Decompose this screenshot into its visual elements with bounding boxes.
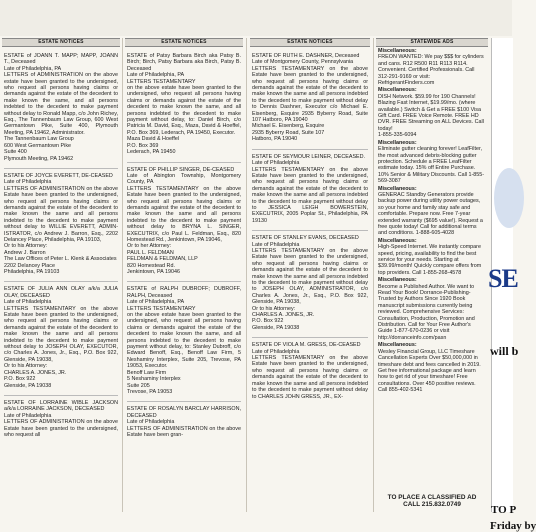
ad-text: DISH Network. $59.99 for 190 Channels! Blazing Fast Internet, $19.99/mo. (where available.) Switch & Get a FREE $100 Visa Gift Card. FREE Voice Remote. FREE HD DVR. FREE Streaming on ALL Devices. Call today! 1-855-335-6094	[378, 93, 484, 139]
ad-text: Become a Published Author. We want to Read Your Book! Dorrance-Publishing-Trusted by Authors Since 1920 Book manuscript submissions currently being reviewed. Comprehensive Services: Consultation, Production, Promotion and Distribution. Call for Your Free Author's Guide 1-877-670-0236 or visit http://dorranceinfo.com/pasn	[378, 283, 475, 341]
estate-notice: ESTATE of Patsy Barbara Birch aka Patsy B. Birch; Birch, Patsy Barbara aka Birch, Patsy B. Deceased Late of Philadelphia, PA LETTERS TESTAMENTARY on the above estate have been granted to the undersigned, who request all persons having claims or demands against the estate of the decedent to make known the same, and all persons indebted to the decedent to make payment without delay, to: Daniel Birch, c/o Patricia M. David, Esq., Maza, David & Hoeffel, P.O. Box 369, Lederach, PA 19450, Executor. Maza David & Hoeffel P.O. Box 369 Lederach, PA 19450	[127, 53, 241, 156]
column-divider	[373, 38, 374, 512]
column-header: ESTATE NOTICES	[250, 38, 370, 47]
classified-ad	[378, 277, 486, 341]
ad-footer-line-1: TO P	[491, 504, 517, 516]
ad-text: Eliminate gutter cleaning forever! LeafFilter, the most advanced debris-blocking gutter protection. Schedule a FREE LeafFilter estimate today. 15% off Entire Purchase. 10% Senior & Military Discounts. Call 1-855-569-3087	[378, 146, 485, 185]
ad-graphic	[494, 168, 524, 228]
ad-text: High-Speed Internet. We instantly compare speed, pricing, availability to find the best service for your needs. Starting at $39.99/month! Quickly compare offers from top providers. Call 1-855-268-4578	[378, 244, 482, 276]
ad-headline: SE	[488, 264, 518, 293]
ad-category: Miscellaneous:	[378, 139, 417, 146]
column-header: ESTATE NOTICES	[2, 38, 120, 47]
estate-notices-column-3	[250, 0, 370, 512]
ad-subline: will b	[490, 344, 519, 358]
estate-notice: ESTATE OF PHILLIP SINGER, DE-CEASED Late of Abington Township, Montgomery County, PA LETTERS TESTAMENTARY on the above Estate have been granted to the undersigned, who request all persons having claims or demands against the estate of the decedent to make known the same and all persons indebted to the decedent to make payment without delay to BRYNA L. SINGER, EXECUTRIX, c/o Paul L. Feldman, Esq., 820 Homestead Rd., Jenkintown, PA 19046, Or to her Attorney: PAUL L. FELDMAN FELDMAN & FELDMAN, LLP 820 Homestead Rd. Jenkintown, PA 19046	[127, 162, 241, 276]
classified-ad	[378, 140, 486, 185]
classified-ad	[378, 87, 486, 138]
ad-category: Miscellaneous:	[378, 342, 417, 349]
estate-notice: ESTATE OF ROSALYN BARCLAY HARRISON, DECEASED Late of Philadelphia LETTERS OF ADMINISTRATION on the above Estate have been gran-	[127, 401, 241, 438]
ad-category: Miscellaneous:	[378, 277, 417, 284]
ad-text: FREON WANTED: We pay $$$ for cylinders and cans. R12 R500 R11 R113 R114. Convenient. Certified Professionals. Call 312-291-9169 or visit: RefrigerantFinders.com	[378, 54, 484, 87]
estate-notices-column-2	[125, 0, 243, 512]
ad-text: Wesley Financial Group, LLC Timeshare Cancellation Experts Over $50,000,000 in timeshare debt and fees cancelled in 2019. Get free informational package and learn how to get rid of your timeshare! Free consultations. Over 450 positive reviews. Call 855-402-5341	[378, 348, 481, 394]
ad-category: Miscellaneous:	[378, 48, 417, 54]
column-header: STATEWIDE ADS	[376, 38, 488, 47]
classified-ad	[378, 342, 486, 393]
place-classified-ad-notice: TO PLACE A CLASSIFIED AD CALL 215.832.0749	[387, 494, 477, 508]
column-divider	[122, 38, 123, 512]
column-header: ESTATE NOTICES	[125, 38, 243, 47]
statewide-ads-column	[376, 0, 488, 512]
ad-category: Miscellaneous:	[378, 185, 417, 192]
cropped-display-ad	[488, 38, 536, 532]
estate-notice: ESTATE OF RUTH E. DASHNER, Deceased Late of Montgomery County, Pennsylvania LETTERS TESTAMENTARY on the above Estate have been granted to the undersigned, who request all persons having claims or demands against the estate of the decedent to make known the same and all persons indebted to the decedent to make payment without delay to Dennis Dashner, Executor c/o Michael E. Eisenberg, Esquire 2935 Byberry Road, Suite 107 Hatboro, PA 19040 Michael E. Eisenberg, Esquire 2935 Byberry Road, Suite 107 Hatboro, PA 19040	[252, 53, 368, 143]
estate-notices-column-1	[2, 0, 120, 512]
classified-ad	[378, 48, 486, 86]
estate-notice: ESTATE OF SEYMOUR LEINER, DECEASED. Late of Philadelphia LETTERS TESTAMENTARY on the above Estate have been granted to the undersigned, who request all persons having claims or demands against the estate of the decedent to make known the same and all persons indebted to the decedent to make payment without delay to JESSICA LEIGH BOWERSTEIN, EXECUTRIX, 2005 Poplar St., Philadelphia, PA 19130	[252, 149, 368, 224]
ad-category: Miscellaneous:	[378, 87, 417, 94]
ad-footer-line-2: Friday by	[490, 520, 536, 532]
estate-notice: ESTATE OF STANLEY EVANS, DECEASED Late of Philadelphia LETTERS TESTAMENTARY on the above Estate have been granted to the undersigned, who request all persons having claims or demands against the estate of the decedent to make known the same and all persons indebted to the decedent to make payment without delay to JOSEPH OLAY, ADMINISTRATOR, c/o Charles A. Jones, Jr., Esq., P.O. Box 922, Glenside, PA 19038, Or to his Attorney: CHARLES A. JONES, JR. P.O. Box 922 Glenside, PA 19038	[252, 230, 368, 331]
estate-notice: ESTATE of RALPH DUBROFF; DUBROFF, RALPH, Deceased Late of Philadelphia, PA LETTERS TESTAMENTARY on the above estate have been granted to the undersigned, who request all persons having claims or demands against the estate of the decedent to make known the same, and all persons indebted to the decedent to make payment without delay, to: Stanley Dubroff, c/o Edward Benoff, Esq., Benoff Law Firm, 5 Neshaminy Interplex, Suite 205, Trevose, PA 19053, Executor. Benoff Law Firm 5 Neshaminy Interplex Suite 205 Trevose, PA 19053	[127, 281, 241, 395]
estate-notice: ESTATE OF JULIA ANN OLAY a/k/a JULIA OLAY, DECEASED Late of Philadelphia LETTERS TESTAMENTARY on the above Estate have been granted to the undersigned, who request all persons having claims or demands against the estate of the decedent to make known the same and all persons indebted to the decedent to make payment without delay to JOSEPH OLAY, EXECUTOR, c/o Charles A. Jones, Jr., Esq., P.O. Box 922, Glenside, PA 19038, Or to his Attorney: CHARLES A. JONES, JR. P.O. Box 922 Glenside, PA 19038	[4, 281, 118, 389]
classified-ad	[378, 238, 486, 276]
ad-category: Miscellaneous:	[378, 237, 417, 244]
classified-ad	[378, 186, 486, 237]
estate-notice: ESTATE of JOANN T. MAPP; MAPP, JOANN T., Deceased Late of Philadelphia, PA LETTERS of ADMINISTRATION on the above estate have been granted to the undersigned, who request all persons having claims or demands against the estate of the decedent to make known the same, and all persons indebted to the decedent to make payment without delay to Ronald Mapp, c/o John Richey, Esq., The Tannenbaum Law Group, 600 West Germantown Pike, Suite 400, Plymouth Meeting, PA 19462, Administrator. The Tannenbaum Law Group 600 West Germantown Pike Suite 400 Plymouth Meeting, PA 19462	[4, 53, 118, 162]
ad-text: GENERAC Standby Generators provide backup power during utility power outages, so your home and family stay safe and comfortable. Prepare now. Free 7-year extended warranty ($695 value!). Request a free quote today! Call for additional terms and conditions. 1-888-605-4028	[378, 191, 483, 237]
estate-notice: ESTATE OF JOYCE EVERETT, DE-CEASED Late of Philadelphia LETTERS OF ADMINISTRATION on the above Estate have been granted to the undersigned, who request all persons having claims or demands against the estate of the decedent to make known the same and all persons indebted to the decedent to make payment without delay to WILLIE EVERETT, ADMIN-ISTRATOR, c/o Andrew J. Barron, Esq., 2202 Delancey Place, Philadelphia, PA 19103, Or to his Attorney: Andrew J. Barron The Law Offices of Peter L. Klenk & Associates 2202 Delancey Place Philadelphia, PA 19103	[4, 168, 118, 276]
estate-notice: ESTATE OF LORRAINE WIBLE JACKSON a/k/a LORRAINE JACKSON, DECEASED Late of Philadelphia LETTERS OF ADMINISTRATION on the above Estate have been granted to the undersigned, who request all	[4, 395, 118, 438]
estate-notice: ESTATE OF VIOLA M. GRESS, DE-CEASED Late of Philadelphia LETTERS TESTAMENTARY on the above Estate have been granted to the undersigned, who request all persons having claims or demands against the estate of the decedent to make known the same and all persons indebted to the decedent to make payment without delay to CHARLES JOHN GRESS, JR., EX-	[252, 337, 368, 400]
column-divider	[246, 38, 247, 512]
